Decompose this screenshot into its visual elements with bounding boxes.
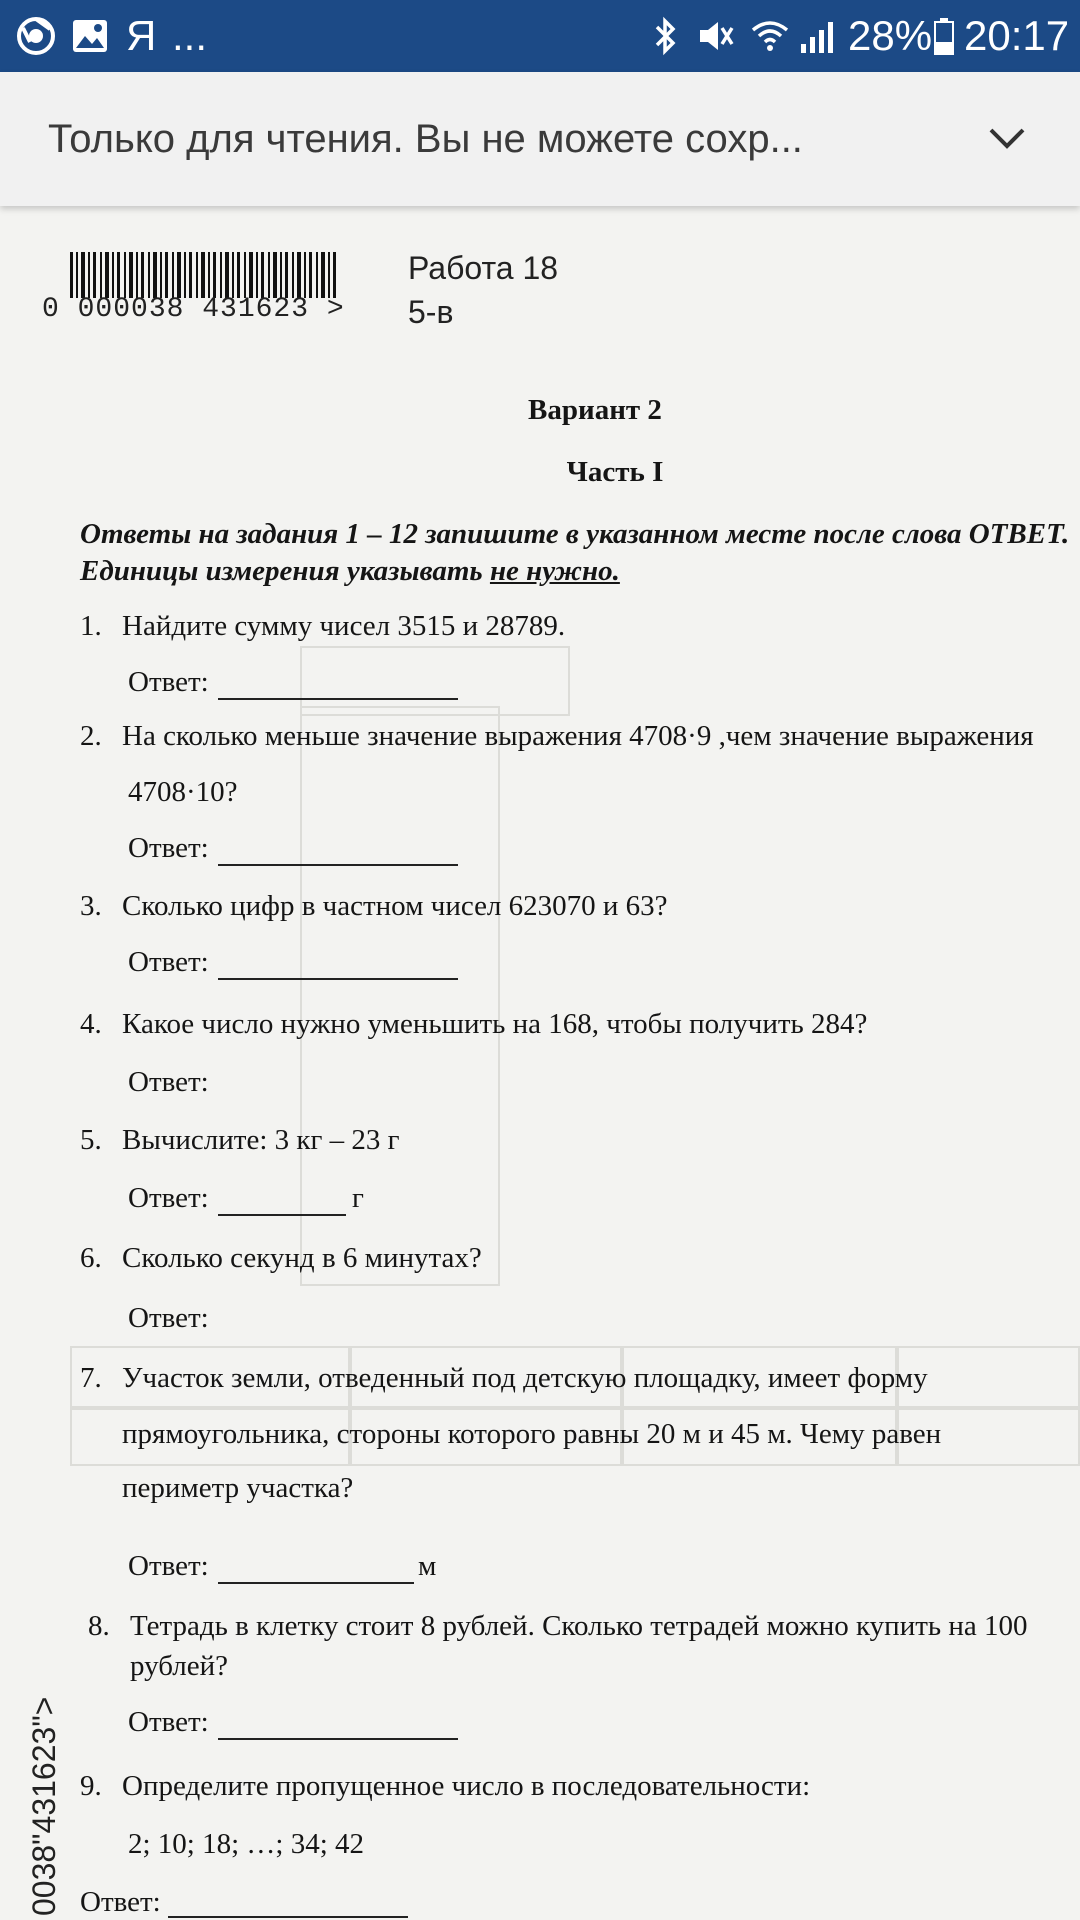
task-1-answer-line[interactable]	[218, 698, 458, 700]
task-8-answer-label: Ответ:	[128, 1706, 209, 1738]
task-2-text-line-1: На сколько меньше значение выражения 4708·9 ,чем значение выражения	[122, 720, 1034, 752]
task-9-answer-line[interactable]	[168, 1916, 408, 1918]
task-8-number: 8.	[88, 1610, 110, 1642]
chevron-down-icon[interactable]	[982, 114, 1032, 164]
task-9-answer-label: Ответ:	[80, 1886, 161, 1918]
task-7-unit: м	[418, 1550, 437, 1582]
vibrate-icon	[692, 0, 738, 72]
task-6-number: 6.	[80, 1242, 102, 1274]
signal-icon	[796, 0, 842, 72]
gallery-icon	[62, 0, 118, 72]
task-8-text-line-1: Тетрадь в клетку стоит 8 рублей. Сколько тетрадей можно купить на 100	[130, 1610, 1028, 1642]
task-4-number: 4.	[80, 1008, 102, 1040]
instructions-underlined: не нужно.	[489, 555, 620, 587]
task-5-answer-line[interactable]	[218, 1214, 346, 1216]
task-3-text: Сколько цифр в частном чисел 623070 и 63?	[122, 890, 668, 922]
task-8-text-line-2: рублей?	[130, 1650, 229, 1682]
battery-icon	[930, 0, 958, 72]
task-9-text-line-1: Определите пропущенное число в последовательности:	[122, 1770, 811, 1802]
more-notifications-label: ...	[172, 12, 208, 59]
task-2-answer-label: Ответ:	[128, 832, 209, 864]
task-3-number: 3.	[80, 890, 102, 922]
task-1-answer-label: Ответ:	[128, 666, 209, 698]
task-4-answer-label: Ответ:	[128, 1066, 209, 1098]
task-9-text-line-2: 2; 10; 18; …; 34; 42	[128, 1828, 365, 1860]
task-5-answer-label: Ответ:	[128, 1182, 209, 1214]
task-5-text: Вычислите: 3 кг – 23 г	[122, 1124, 400, 1156]
instructions-text: Ответы на задания 1 – 12 запишите в указанном месте после слова ОТВЕТ. Единицы измерения указывать	[80, 518, 1070, 587]
status-bar	[0, 0, 1080, 72]
work-class: 5-в	[408, 294, 454, 330]
task-8-answer-line[interactable]	[218, 1738, 458, 1740]
task-5-number: 5.	[80, 1124, 102, 1156]
document-page[interactable]	[0, 206, 1080, 1920]
task-2-text-line-2: 4708·10?	[128, 776, 238, 808]
task-7-text-line-2: прямоугольника, стороны которого равны 20 м и 45 м. Чему равен	[122, 1418, 942, 1450]
task-2-number: 2.	[80, 720, 102, 752]
barcode-image	[70, 252, 340, 298]
wifi-icon	[748, 0, 792, 72]
task-1-number: 1.	[80, 610, 102, 642]
task-7-text-line-1: Участок земли, отведенный под детскую площадку, имеет форму	[122, 1362, 928, 1394]
task-1-text: Найдите сумму чисел 3515 и 28789.	[122, 610, 566, 642]
instructions	[80, 516, 1080, 590]
task-7-text-line-3: периметр участка?	[122, 1472, 354, 1504]
chrome-icon	[8, 0, 64, 72]
task-2-answer-line[interactable]	[218, 864, 458, 866]
task-7-answer-line[interactable]	[218, 1582, 414, 1584]
task-4-text: Какое число нужно уменьшить на 168, чтобы получить 284?	[122, 1008, 868, 1040]
side-code-text: 0038"431623">	[26, 1696, 62, 1916]
task-3-answer-line[interactable]	[218, 978, 458, 980]
battery-percent: 28%	[848, 12, 933, 59]
task-6-answer-label: Ответ:	[128, 1302, 209, 1334]
task-3-answer-label: Ответ:	[128, 946, 209, 978]
bluetooth-icon	[648, 0, 684, 72]
task-7-answer-label: Ответ:	[128, 1550, 209, 1582]
yandex-icon: Я	[126, 12, 157, 59]
work-title: Работа 18	[408, 250, 559, 286]
read-only-banner[interactable]	[0, 72, 1080, 206]
side-code	[0, 1626, 62, 1916]
variant-heading: Вариант 2	[528, 394, 662, 426]
status-time: 20:17	[964, 12, 1070, 59]
part-heading: Часть I	[566, 456, 664, 488]
task-6-text: Сколько секунд в 6 минутах?	[122, 1242, 482, 1274]
task-9-number: 9.	[80, 1770, 102, 1802]
read-only-message: Только для чтения. Вы не можете сохр...	[48, 117, 803, 161]
task-7-number: 7.	[80, 1362, 102, 1394]
task-5-unit: г	[352, 1182, 364, 1214]
barcode-digits: 0 000038 431623 >	[42, 294, 345, 325]
